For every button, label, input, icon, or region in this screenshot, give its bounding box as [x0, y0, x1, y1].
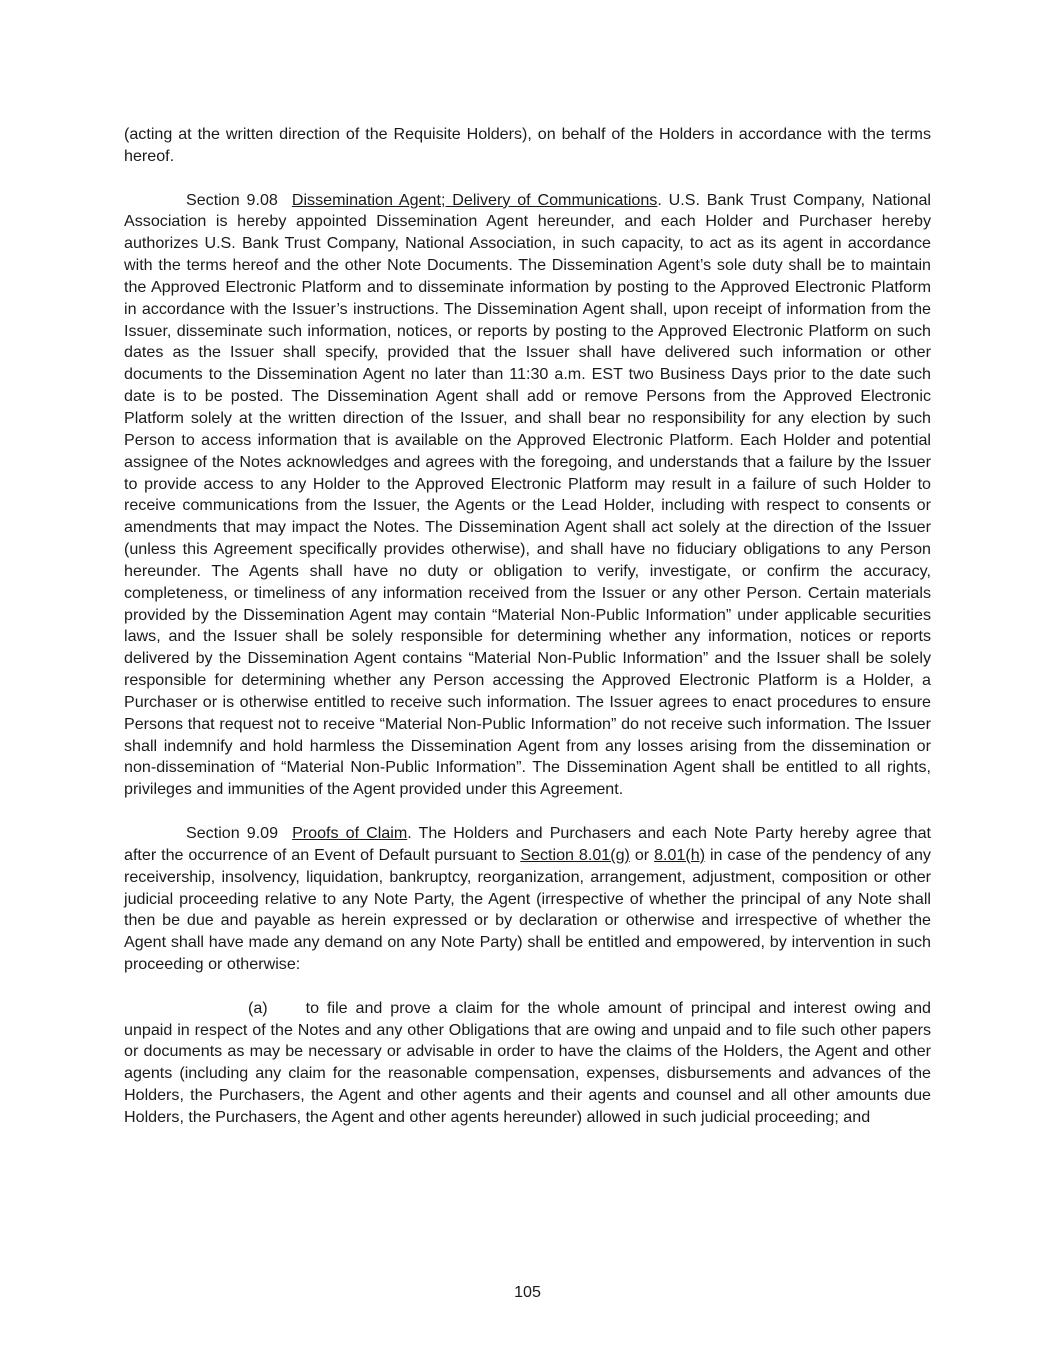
- cross-reference: 8.01(h): [654, 845, 706, 864]
- clause-label: (a): [248, 998, 268, 1017]
- intro-paragraph: [124, 124, 931, 168]
- section-number: Section 9.09: [186, 824, 279, 842]
- page-number: 105: [514, 1283, 541, 1301]
- document-page: [124, 124, 931, 1151]
- cross-reference: Section 8.01(g): [520, 845, 630, 864]
- section-body: U.S. Bank Trust Company, National Association is hereby appointed Dissemination Agent hereunder, and each Holder and Purchaser hereby authorizes U.S. Bank Trust Company, National Association, in such capacity, to act as its agent in accordance with the terms hereof and the other Note Documents. The Dissemination Agent’s sole duty shall be to maintain the Approved Electronic Platform and to disseminate information by posting to the Approved Electronic Platform in accordance with the Issuer’s instructions. The Dissemination Agent shall, upon receipt of information from the Issuer, disseminate such information, notices, or reports by posting to the Approved Electronic Platform on such dates as the Issuer shall specify, provided that the Issuer shall have delivered such information or other documents to the Dissemination Agent no later than 11:30 a.m. EST two Business Days prior to the date such date is to be posted. The Dissemination Agent shall add or remove Persons from the Approved Electronic Platform solely at the written direction of the Issuer, and shall bear no responsibility for any election by such Person to access information that is available on the Approved Electronic Platform. Each Holder and potential assignee of the Notes acknowledges and agrees with the foregoing, and understands that a failure by the Issuer to provide access to any Holder to the Approved Electronic Platform may result in a failure of such Holder to receive communications from the Issuer, the Agents or the Lead Holder, including with respect to consents or amendments that may impact the Notes. The Dissemination Agent shall act solely at the direction of the Issuer (unless this Agreement specifically provides otherwise), and shall have no fiduciary obligations to any Person hereunder. The Agents shall have no duty or obligation to verify, investigate, or confirm the accuracy, completeness, or timeliness of any information received from the Issuer or any other Person. Certain materials provided by the Dissemination Agent may contain “Material Non-Public Information” under applicable securities laws, and the Issuer shall be solely responsible for determining whether any information, notices or reports delivered by the Dissemination Agent contains “Material Non-Public Information” and the Issuer shall be solely responsible for determining whether any Person accessing the Approved Electronic Platform is a Holder, a Purchaser or is otherwise entitled to receive such information. The Issuer agrees to enact procedures to ensure Persons that request not to receive “Material Non-Public Information” do not receive such information. The Issuer shall indemnify and hold harmless the Dissemination Agent from any losses arising from the dissemination or non-dissemination of “Material Non-Public Information”. The Dissemination Agent shall be entitled to all rights, privileges and immunities of the Agent provided under this Agreement.: [124, 190, 931, 799]
- section-body-start: . The Holders and Purchasers and each Note Party hereby agree that after the occurrence of an Event of Default pursuant to: [124, 824, 931, 864]
- section-heading-punct: .: [657, 190, 662, 209]
- section-heading: Dissemination Agent; Delivery of Communications: [291, 190, 658, 209]
- section-body-mid: or: [629, 845, 655, 864]
- intro-text: (acting at the written direction of the Requisite Holders), on behalf of the Holders in accordance with the terms hereof.: [124, 125, 931, 165]
- clause-a-paragraph: [124, 998, 931, 1129]
- section-heading: Proofs of Claim: [292, 824, 408, 842]
- section-number: Section 9.08: [186, 190, 278, 209]
- clause-text: to file and prove a claim for the whole amount of principal and interest owing and unpaid in respect of the Notes and any other Obligations that are owing and unpaid and to file such other papers or documents as may be necessary or advisable in order to have the claims of the Holders, the Agent and other agents (including any claim for the reasonable compensation, expenses, disbursements and advances of the Holders, the Purchasers, the Agent and other agents and their agents and counsel and all other amounts due Holders, the Purchasers, the Agent and other agents hereunder) allowed in such judicial proceeding; and: [124, 998, 931, 1126]
- section-body-end: in case of the pendency of any receivership, insolvency, liquidation, bankruptcy, reorganization, arrangement, adjustment, composition or other judicial proceeding relative to any Note Party, the Agent (irrespective of whether the principal of any Note shall then be due and payable as herein expressed or by declaration or otherwise and irrespective of whether the Agent shall have made any demand on any Note Party) shall be entitled and empowered, by intervention in such proceeding or otherwise:: [124, 845, 931, 974]
- section-9-08-paragraph: [124, 190, 931, 802]
- section-9-09-paragraph: [124, 823, 931, 976]
